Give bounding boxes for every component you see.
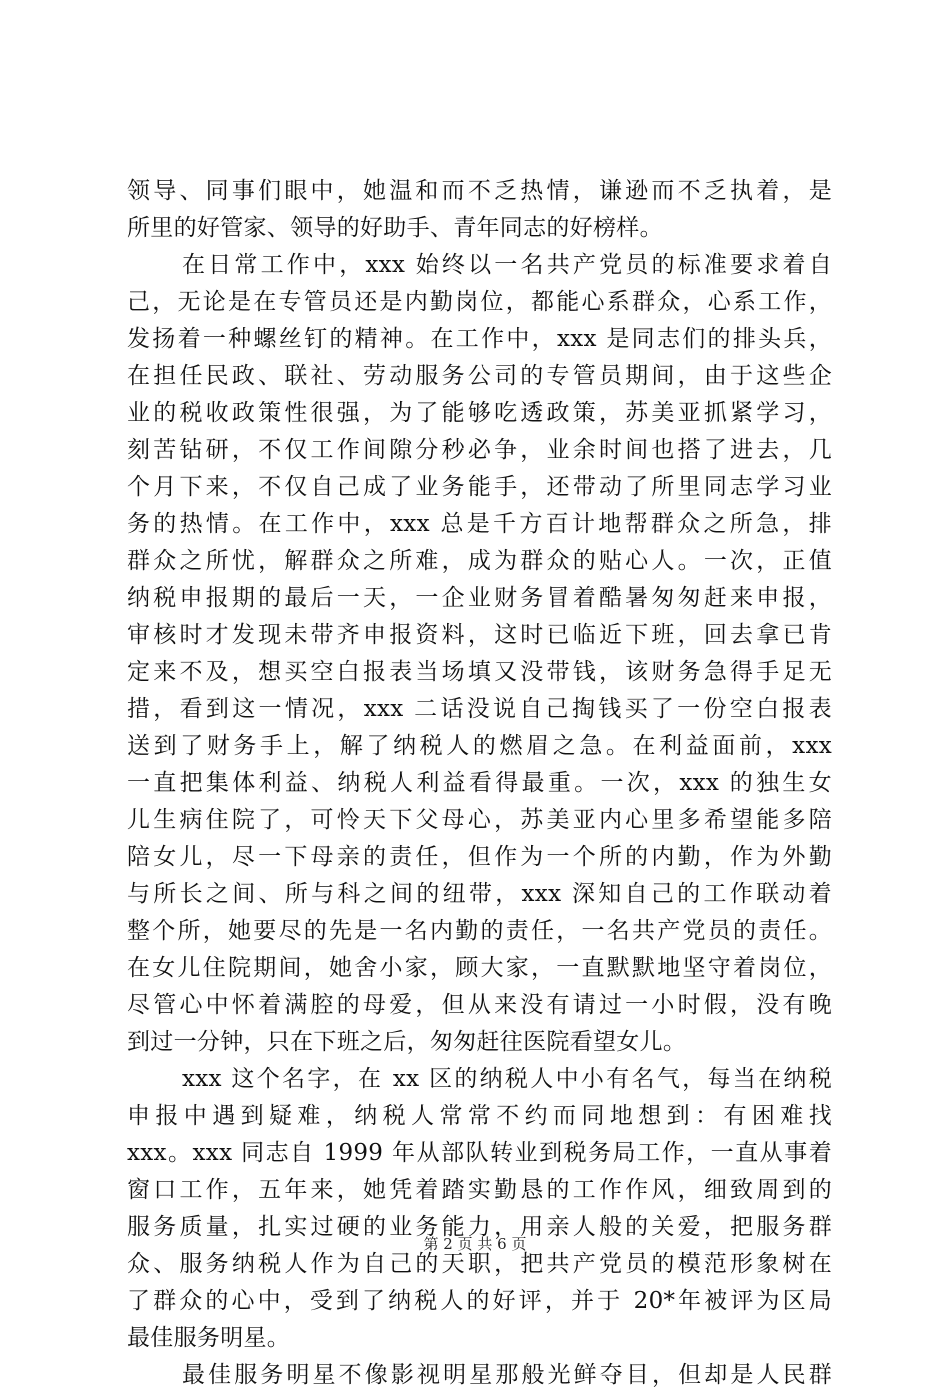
text-line: 尽管心中怀着满腔的母爱，但从来没有请过一小时假，没有晚	[127, 992, 832, 1018]
text-line: xxx。xxx 同志自 1999 年从部队转业到税务局工作，一直从事着	[127, 1140, 832, 1166]
paragraph	[127, 173, 832, 247]
text-line: 所里的好管家、领导的好助手、青年同志的好榜样。	[127, 215, 663, 241]
text-line: 窗口工作，五年来，她凭着踏实勤恳的工作作风，细致周到的	[127, 1177, 832, 1203]
text-line: 送到了财务手上，解了纳税人的燃眉之急。在利益面前，xxx	[127, 733, 832, 759]
text-line: 陪女儿，尽一下母亲的责任，但作为一个所的内勤，作为外勤	[127, 844, 832, 870]
text-line: 业的税收政策性很强，为了能够吃透政策，苏美亚抓紧学习，	[127, 400, 832, 426]
text-line: 己，无论是在专管员还是内勤岗位，都能心系群众，心系工作，	[127, 289, 832, 315]
text-line: 在女儿住院期间，她舍小家，顾大家，一直默默地坚守着岗位，	[127, 955, 832, 981]
page-number: 第 2 页 共 6 页	[423, 1235, 527, 1253]
text-line: 定来不及，想买空白报表当场填又没带钱，该财务急得手足无	[127, 659, 832, 685]
text-line: 在日常工作中，xxx 始终以一名共产党员的标准要求着自	[182, 252, 832, 278]
text-line: 儿生病住院了，可怜天下父母心，苏美亚内心里多希望能多陪	[127, 807, 832, 833]
text-line: xxx 这个名字，在 xx 区的纳税人中小有名气，每当在纳税	[182, 1066, 832, 1092]
text-line: 个月下来，不仅自己成了业务能手，还带动了所里同志学习业	[127, 474, 832, 500]
text-line: 发扬着一种螺丝钉的精神。在工作中，xxx 是同志们的排头兵，	[127, 326, 832, 352]
text-line: 众、服务纳税人作为自己的天职，把共产党员的模范形象树在	[127, 1251, 832, 1277]
page-footer	[0, 1234, 950, 1254]
text-line: 服务质量，扎实过硬的业务能力，用亲人般的关爱，把服务群	[127, 1214, 832, 1240]
text-line: 与所长之间、所与科之间的纽带，xxx 深知自己的工作联动着	[127, 881, 832, 907]
text-line: 了群众的心中，受到了纳税人的好评，并于 20*年被评为区局	[127, 1288, 832, 1314]
text-line: 措，看到这一情况，xxx 二话没说自己掏钱买了一份空白报表	[127, 696, 832, 722]
text-line: 领导、同事们眼中，她温和而不乏热情，谦逊而不乏执着，是	[127, 178, 832, 204]
text-line: 到过一分钟，只在下班之后，匆匆赶往医院看望女儿。	[127, 1029, 687, 1055]
text-line: 刻苦钻研，不仅工作间隙分秒必争，业余时间也搭了进去，几	[127, 437, 832, 463]
text-line: 务的热情。在工作中，xxx 总是千方百计地帮群众之所急，排	[127, 511, 832, 537]
paragraph	[127, 247, 832, 1061]
text-line: 一直把集体利益、纳税人利益看得最重。一次，xxx 的独生女	[127, 770, 832, 796]
text-line: 最佳服务明星。	[127, 1325, 291, 1351]
text-line: 申报中遇到疑难，纳税人常常不约而同地想到：有困难找	[127, 1103, 832, 1129]
paragraph	[127, 1061, 832, 1357]
text-line: 审核时才发现未带齐申报资料，这时已临近下班，回去拿已肯	[127, 622, 832, 648]
text-line: 最佳服务明星不像影视明星那般光鲜夺目，但却是人民群	[182, 1362, 832, 1388]
text-line: 纳税申报期的最后一天，一企业财务冒着酷暑匆匆赶来申报，	[127, 585, 832, 611]
body-text	[127, 173, 832, 1394]
text-line: 在担任民政、联社、劳动服务公司的专管员期间，由于这些企	[127, 363, 832, 389]
text-line: 整个所，她要尽的先是一名内勤的责任，一名共产党员的责任。	[127, 918, 832, 944]
text-line: 群众之所忧，解群众之所难，成为群众的贴心人。一次，正值	[127, 548, 832, 574]
paragraph	[127, 1357, 832, 1394]
